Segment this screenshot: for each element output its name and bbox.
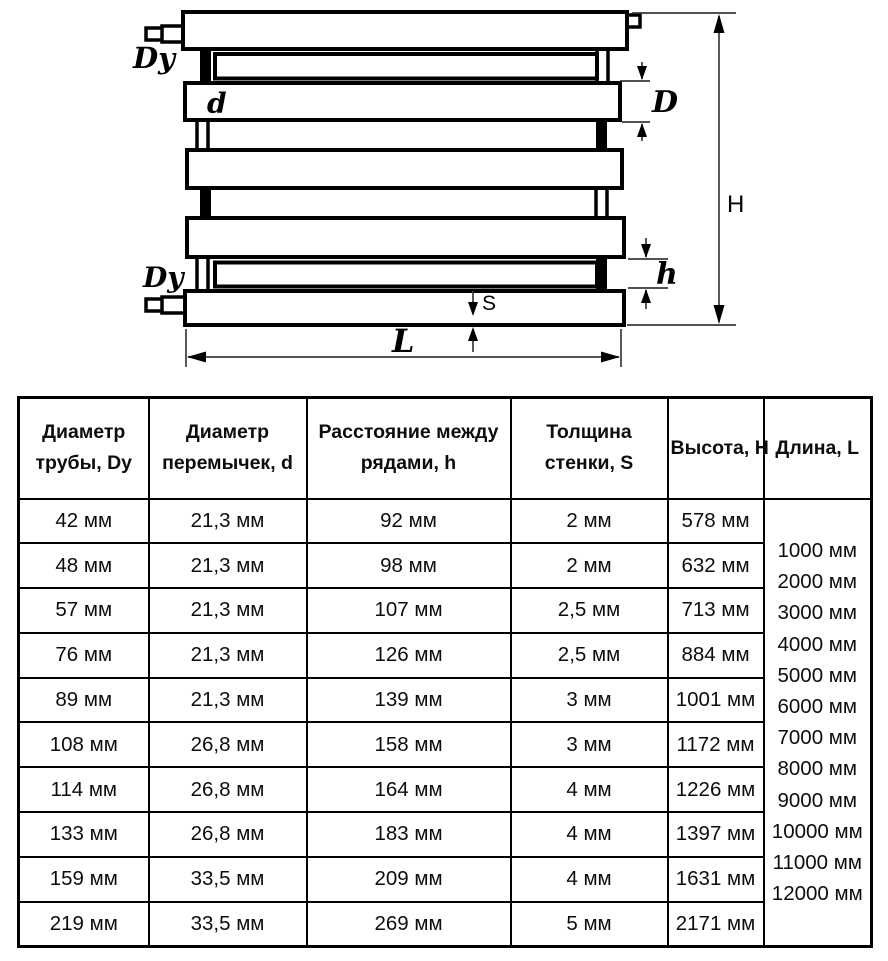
length-value: 2000 мм [777,570,857,594]
label-L-dim: L [392,322,415,360]
pipe-row [215,263,597,287]
cell-s: 2,5 мм [511,633,668,678]
cell-dy: 114 мм [19,767,149,812]
length-value: 5000 мм [777,663,857,687]
arrow-H-up [714,14,725,33]
cell-height: 884 мм [668,633,764,678]
spec-table [17,396,873,948]
cell-d: 21,3 мм [149,543,307,588]
table-row [19,767,872,812]
cell-s: 4 мм [511,812,668,857]
label-S-dim: S [482,292,497,315]
cell-s: 4 мм [511,857,668,902]
pipe-row [187,150,622,188]
cell-h: 126 мм [307,633,511,678]
cell-s: 3 мм [511,722,668,767]
length-value: 7000 мм [777,726,857,750]
cell-height: 1226 мм [668,767,764,812]
spec-table-header-row [19,398,872,499]
cell-h: 92 мм [307,499,511,544]
label-d: d [207,87,227,120]
cell-h: 183 мм [307,812,511,857]
length-value: 9000 мм [777,788,857,812]
cell-s: 5 мм [511,902,668,947]
pipe-row [183,12,627,49]
pipe-row [215,54,597,79]
cell-dy: 57 мм [19,588,149,633]
table-row [19,678,872,723]
cell-dy: 76 мм [19,633,149,678]
cell-h: 158 мм [307,722,511,767]
cell-height: 713 мм [668,588,764,633]
table-row [19,543,872,588]
table-row [19,857,872,902]
table-row [19,722,872,767]
length-value: 10000 мм [771,819,863,843]
pipe-row [185,83,620,120]
cell-d: 26,8 мм [149,767,307,812]
label-dy-bottom: Dy [143,261,184,294]
pipe-rows [183,12,627,325]
cell-dy: 89 мм [19,678,149,723]
cell-d: 33,5 мм [149,902,307,947]
cell-height: 1001 мм [668,678,764,723]
cell-h: 209 мм [307,857,511,902]
cell-height: 632 мм [668,543,764,588]
cell-s: 4 мм [511,767,668,812]
cell-d: 33,5 мм [149,857,307,902]
jumper [200,49,211,83]
column-header: Высота, H [668,398,764,499]
cell-length-merged [764,499,872,947]
cell-d: 26,8 мм [149,722,307,767]
cell-s: 3 мм [511,678,668,723]
label-D-dim: D [652,85,679,120]
cell-height: 1631 мм [668,857,764,902]
label-h-dim: h [656,257,678,292]
cell-dy: 219 мм [19,902,149,947]
jumper [596,257,607,291]
length-value: 1000 мм [777,539,857,563]
column-header: Диаметр трубы, Dy [19,398,149,499]
cell-s: 2,5 мм [511,588,668,633]
arrow-h-up [641,289,651,303]
cell-s: 2 мм [511,543,668,588]
cell-h: 164 мм [307,767,511,812]
cell-height: 1397 мм [668,812,764,857]
table-row [19,812,872,857]
length-value: 4000 мм [777,632,857,656]
register-diagram [0,0,888,392]
column-header: Диаметр перемычек, d [149,398,307,499]
length-value: 3000 мм [777,601,857,625]
cell-dy: 48 мм [19,543,149,588]
cell-dy: 108 мм [19,722,149,767]
cell-d: 21,3 мм [149,588,307,633]
label-dy-top: Dy [133,41,175,75]
length-value: 11000 мм [772,851,862,875]
cell-height: 1172 мм [668,722,764,767]
cell-s: 2 мм [511,499,668,544]
cell-h: 139 мм [307,678,511,723]
cell-dy: 133 мм [19,812,149,857]
cell-height: 2171 мм [668,902,764,947]
arrow-L-right [601,352,620,363]
cell-h: 98 мм [307,543,511,588]
column-header: Толщина стенки, S [511,398,668,499]
cell-d: 21,3 мм [149,499,307,544]
cell-d: 21,3 мм [149,678,307,723]
length-value: 6000 мм [777,695,857,719]
arrow-D-up [637,123,647,137]
cell-d: 26,8 мм [149,812,307,857]
cell-dy: 42 мм [19,499,149,544]
cell-height: 578 мм [668,499,764,544]
cell-dy: 159 мм [19,857,149,902]
column-header: Расстояние между рядами, h [307,398,511,499]
cell-h: 269 мм [307,902,511,947]
arrow-D-down [637,66,647,80]
jumper [200,188,211,218]
arrow-H-down [714,305,725,324]
jumper [596,120,607,150]
cell-d: 21,3 мм [149,633,307,678]
table-row [19,902,872,947]
arrow-L-left [187,352,206,363]
pipe-row [187,218,624,257]
table-row [19,633,872,678]
cell-h: 107 мм [307,588,511,633]
spec-table-body [19,499,872,947]
length-value: 8000 мм [777,757,857,781]
arrow-S-up [468,327,478,341]
table-row [19,499,872,544]
pipe-row [185,291,624,325]
length-value: 12000 мм [771,882,863,906]
column-header: Длина, L [764,398,872,499]
arrow-h-down [641,244,651,258]
table-row [19,588,872,633]
label-H-dim: H [727,191,745,218]
